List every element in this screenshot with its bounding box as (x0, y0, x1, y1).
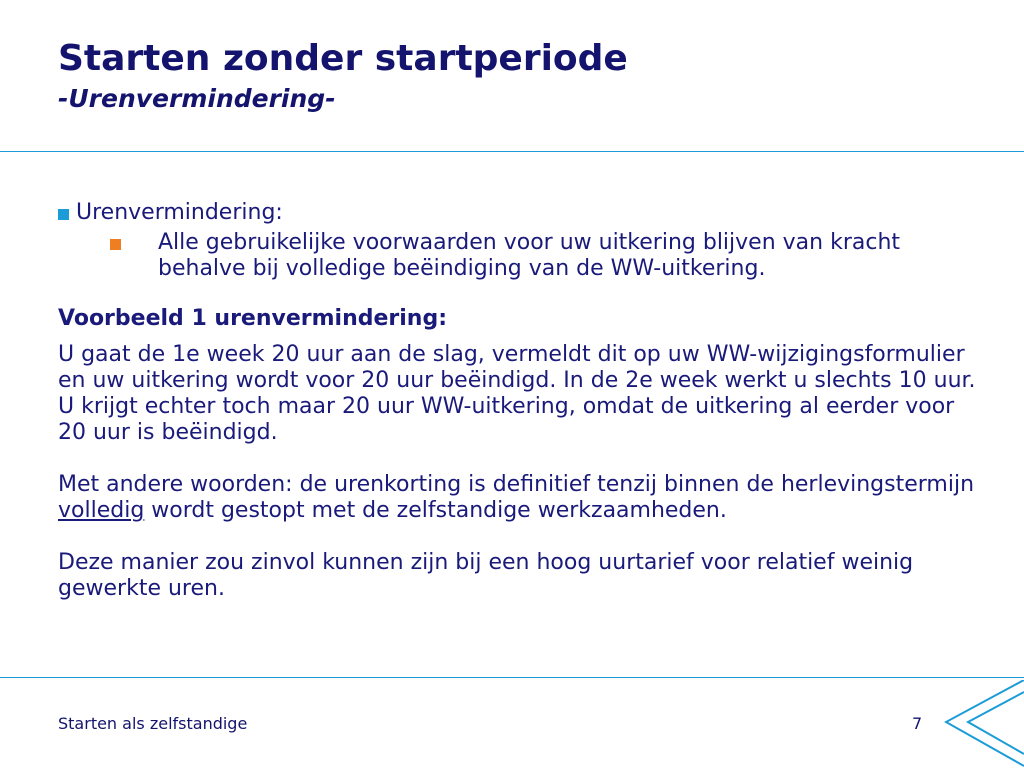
bullet-level1 (58, 200, 988, 226)
footer-label: Starten als zelfstandige (58, 714, 248, 733)
slide-subtitle: -Urenvermindering- (58, 84, 336, 113)
conclusion-text-end: wordt gestopt met de zelfstandige werkzaamheden. (144, 498, 727, 523)
square-bullet-icon (110, 239, 121, 250)
underlined-word: volledig (58, 498, 145, 523)
slide-body (58, 200, 988, 602)
bullet-level2-text: Alle gebruikelijke voorwaarden voor uw uitkering blijven van kracht behalve bij volledige beëindiging van de WW-uitkering. (158, 230, 901, 281)
bullet-level1-text: Urenvermindering: (76, 200, 283, 225)
conclusion-paragraph (58, 472, 988, 524)
chevron-logo-icon (944, 680, 1024, 768)
page-number: 7 (912, 714, 923, 733)
footer-divider (0, 677, 1024, 678)
example-heading: Voorbeeld 1 urenvermindering: (58, 306, 448, 331)
bullet-level2 (58, 230, 988, 282)
closing-paragraph: Deze manier zou zinvol kunnen zijn bij een hoog uurtarief voor relatief weinig gewerkte uren. (58, 550, 914, 601)
square-bullet-icon (58, 209, 69, 220)
example-paragraph: U gaat de 1e week 20 uur aan de slag, vermeldt dit op uw WW-wijzigingsformulier en uw uitkering wordt voor 20 uur beëindigd. In de 2e week werkt u slechts 10 uur. U krijgt echter toch maar 20 uur WW-uitkering, omdat de uitkering al eerder voor 20 uur is beëindigd. (58, 342, 976, 445)
slide-title: Starten zonder startperiode (58, 38, 628, 79)
header-divider (0, 151, 1024, 152)
conclusion-text-start: Met andere woorden: de urenkorting is definitief tenzij binnen de herlevingstermijn (58, 472, 975, 497)
